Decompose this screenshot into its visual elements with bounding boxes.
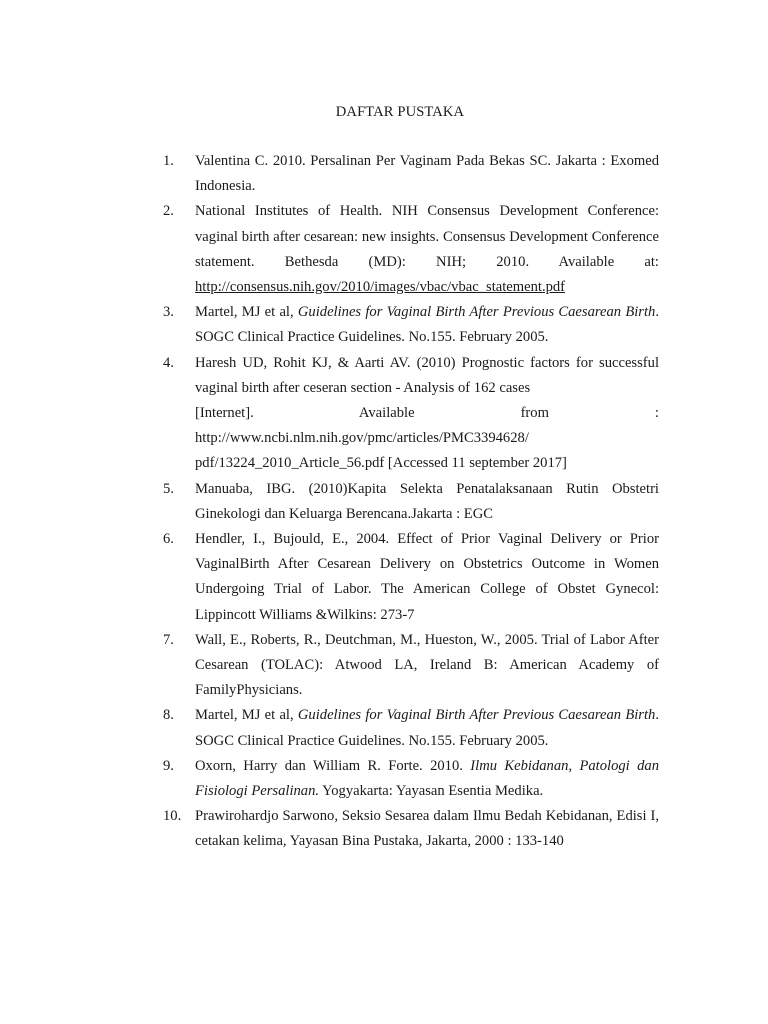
reference-text-segment: Haresh UD, Rohit KJ, & Aarti AV. (2010) Prognostic factors for successful vaginal birth after ceseran section - Analysis of 162 cases bbox=[195, 354, 659, 396]
reference-text bbox=[195, 351, 659, 477]
reference-text bbox=[195, 703, 659, 753]
reference-number: 8. bbox=[163, 707, 174, 724]
reference-link: http://www.ncbi.nlm.nih.gov/pmc/articles/PMC3394628/ bbox=[195, 430, 529, 447]
reference-text bbox=[195, 199, 659, 300]
reference-text-segment: Martel, MJ et al, bbox=[195, 707, 298, 724]
reference-text-segment: Hendler, I., Bujould, E., 2004. Effect of Prior Vaginal Delivery or Prior VaginalBirth After Cesarean Delivery on Obstetrics Outcome in Women Undergoing Trial of Labor. The American College of Obstet Gynecol: Lippincott Williams &Wilkins: 273-7 bbox=[195, 531, 659, 623]
reference-text-segment: Manuaba, IBG. (2010)Kapita Selekta Penatalaksanaan Rutin Obstetri Ginekologi dan Keluarga Berencana.Jakarta : EGC bbox=[195, 480, 659, 522]
reference-item bbox=[163, 351, 659, 477]
reference-title-italic: Ilmu Kebidanan, Patologi dan Fisiologi Persalinan. bbox=[195, 757, 659, 800]
reference-text bbox=[195, 628, 659, 704]
reference-item bbox=[163, 300, 659, 350]
reference-text-segment: . SOGC Clinical Practice Guidelines. No.155. February 2005. bbox=[195, 304, 659, 346]
reference-text-segment: . SOGC Clinical Practice Guidelines. No.155. February 2005. bbox=[195, 707, 659, 749]
reference-item bbox=[163, 199, 659, 300]
reference-text bbox=[195, 527, 659, 628]
reference-item bbox=[163, 477, 659, 527]
reference-text bbox=[195, 300, 659, 350]
reference-text-segment: pdf/13224_2010_Article_56.pdf [Accessed 11 september 2017] bbox=[195, 455, 567, 472]
reference-text-segment: Oxorn, Harry dan William R. Forte. 2010. bbox=[195, 757, 471, 774]
reference-number: 1. bbox=[163, 153, 174, 169]
reference-text-segment: Wall, E., Roberts, R., Deutchman, M., Hueston, W., 2005. Trial of Labor After Cesarean (TOLAC): Atwood LA, Ireland B: American Academy of FamilyPhysicians. bbox=[195, 631, 659, 699]
reference-text-segment: National Institutes of Health. NIH Consensus Development Conference: vaginal birth after cesarean: new insights. Consensus Development Conference statement. Bethesda (MD): NIH; 2010. Available at: bbox=[195, 203, 659, 270]
reference-item bbox=[163, 149, 659, 199]
reference-text bbox=[195, 149, 659, 199]
reference-text-segment: Prawirohardjo Sarwono, Seksio Sesarea dalam Ilmu Bedah Kebidanan, Edisi I, cetakan kelima, Yayasan Bina Pustaka, Jakarta, 2000 : 133-140 bbox=[195, 808, 659, 850]
reference-text-segment: Martel, MJ et al, bbox=[195, 304, 298, 321]
reference-text-segment: Valentina C. 2010. Persalinan Per Vaginam Pada Bekas SC. Jakarta : Exomed Indonesia. bbox=[195, 153, 659, 195]
reference-number: 3. bbox=[163, 304, 174, 321]
reference-number: 5. bbox=[163, 480, 174, 497]
reference-link[interactable]: http://consensus.nih.gov/2010/images/vbac/vbac_statement.pdf bbox=[195, 279, 566, 296]
reference-number: 9. bbox=[163, 757, 174, 774]
reference-text-segment: Yogyakarta: Yayasan Esentia Medika. bbox=[319, 783, 544, 800]
page-title: DAFTAR PUSTAKA bbox=[335, 104, 465, 120]
reference-item bbox=[163, 527, 659, 628]
reference-text bbox=[195, 804, 659, 854]
reference-text bbox=[195, 754, 659, 804]
reference-number: 7. bbox=[163, 631, 174, 648]
reference-number: 10. bbox=[163, 808, 182, 825]
reference-number: 4. bbox=[163, 354, 174, 371]
reference-item bbox=[163, 628, 659, 704]
reference-text bbox=[195, 477, 659, 527]
reference-title-italic: Guidelines for Vaginal Birth After Previous Caesarean Birth bbox=[297, 707, 656, 724]
reference-number: 2. bbox=[163, 203, 174, 220]
reference-list bbox=[163, 149, 659, 855]
reference-item bbox=[163, 804, 659, 854]
reference-item bbox=[163, 754, 659, 804]
reference-title-italic: Guidelines for Vaginal Birth After Previous Caesarean Birth bbox=[297, 304, 656, 321]
reference-text-segment: [Internet]. Available from : bbox=[195, 405, 659, 422]
reference-number: 6. bbox=[163, 531, 174, 548]
reference-item bbox=[163, 703, 659, 753]
